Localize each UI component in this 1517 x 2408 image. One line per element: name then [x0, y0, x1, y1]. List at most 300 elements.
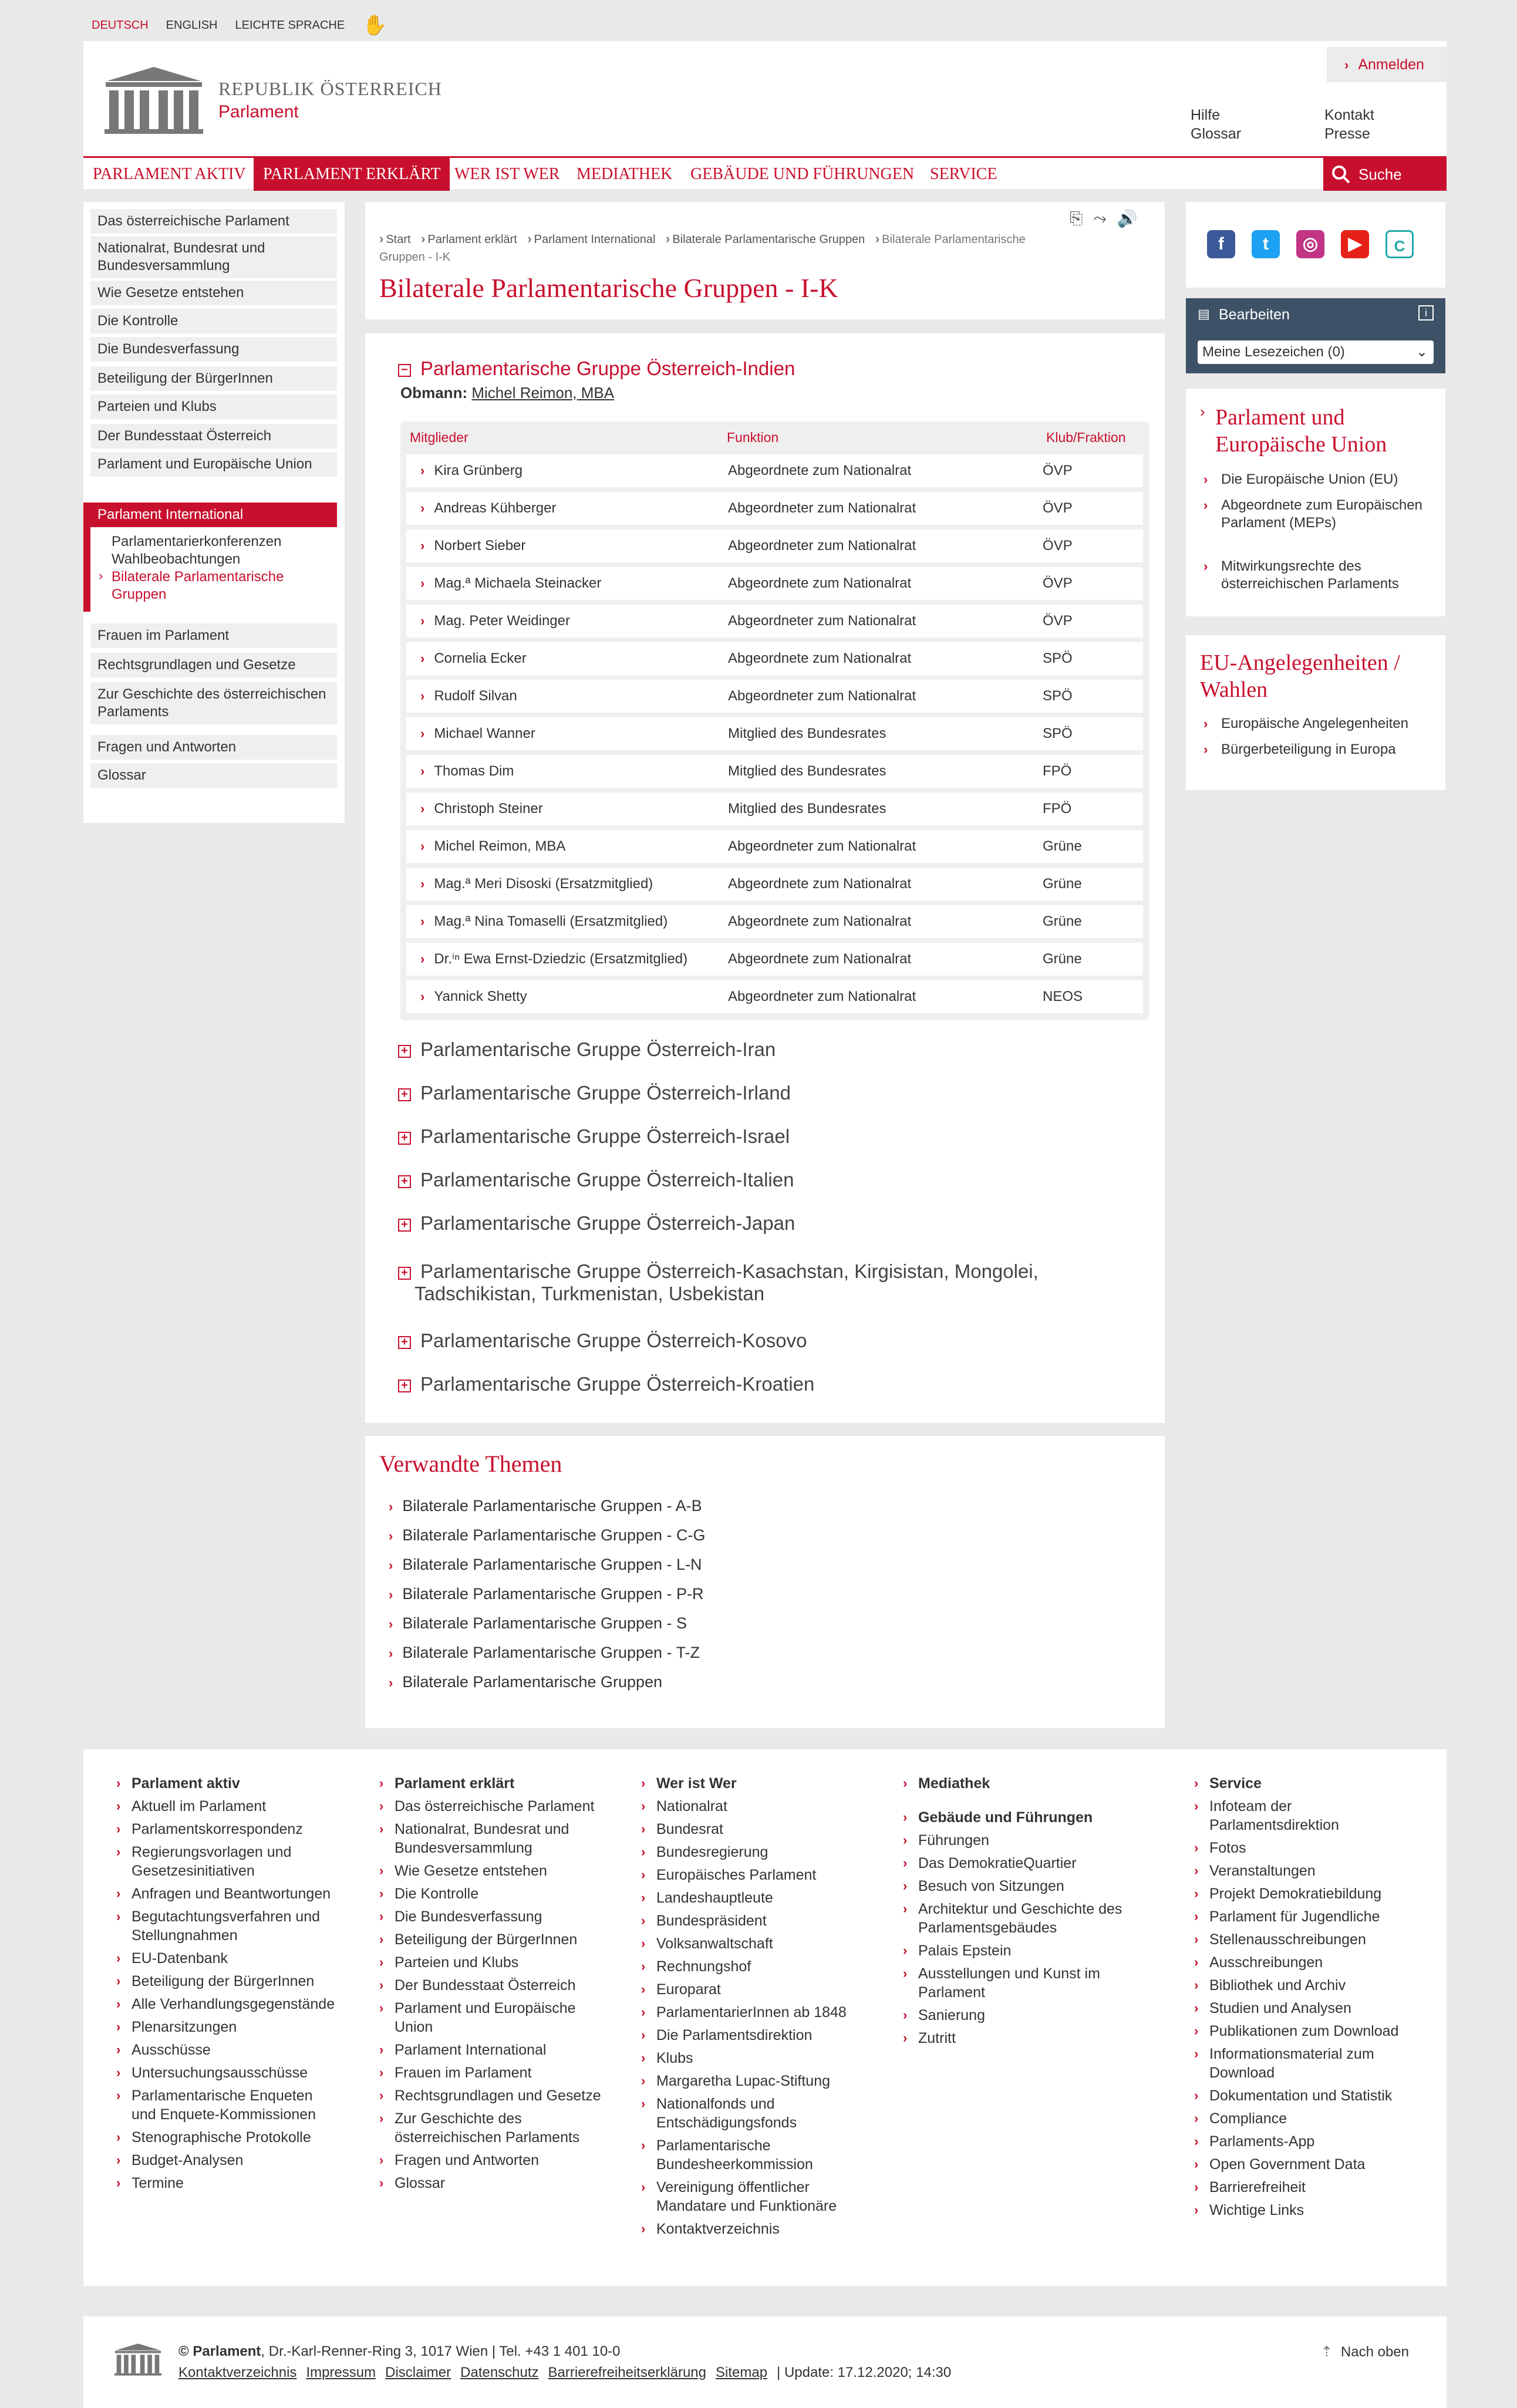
footer-link-label: Bundespräsident [656, 1913, 767, 1929]
member-function: Mitglied des Bundesrates [728, 801, 886, 817]
footer-link-label: Fragen und Antworten [395, 2152, 539, 2168]
obmann [400, 384, 614, 402]
members-table [400, 421, 1149, 1020]
footer-link[interactable] [641, 2003, 864, 2022]
expand-icon: + [398, 1175, 411, 1188]
footer-link-label: Ausschüsse [132, 2042, 211, 2058]
chevron-right-icon: › [116, 2042, 121, 2057]
expand-icon: + [398, 1336, 411, 1349]
chevron-right-icon: › [1194, 2023, 1199, 2038]
member-function: Abgeordneter zum Nationalrat [728, 688, 916, 704]
expand-icon: + [398, 1045, 411, 1058]
chevron-right-icon: › [1194, 1863, 1199, 1878]
chevron-right-icon: › [903, 1833, 908, 1847]
help-link[interactable]: Hilfe [1191, 107, 1221, 123]
member-link[interactable] [420, 605, 570, 638]
footer-link-label: Ausschreibungen [1209, 1954, 1323, 1971]
nav-parlament-erklaert[interactable]: PARLAMENT ERKLÄRT [254, 158, 450, 191]
footer-link[interactable] [1194, 1953, 1417, 1972]
chevron-right-icon: › [641, 1799, 646, 1813]
arrow-up-icon: ⇡ [1320, 2344, 1333, 2360]
footer-link-label: Bibliothek und Archiv [1209, 1977, 1346, 1994]
open-data-icon[interactable]: C [1385, 230, 1414, 258]
footer-link-label: Sanierung [918, 2007, 985, 2023]
member-club: NEOS [1043, 989, 1083, 1004]
table-row [406, 717, 1143, 750]
login-button[interactable]: › Anmelden [1327, 47, 1447, 82]
footer-link[interactable] [903, 2029, 1138, 2048]
footer-link[interactable] [379, 1953, 602, 1972]
table-row [406, 905, 1143, 938]
footer-link[interactable] [116, 2086, 339, 2124]
chevron-right-icon: › [903, 1943, 908, 1958]
eu-link[interactable]: › Die Europäische Union (EU) [1204, 471, 1398, 487]
chevron-right-icon: › [116, 1951, 121, 1965]
related-link-label: Bilaterale Parlamentarische Gruppen - C-G [402, 1526, 706, 1544]
member-link[interactable] [420, 567, 601, 600]
footer-link[interactable] [1194, 1907, 1417, 1926]
member-name: Mag.ª Nina Tomaselli (Ersatzmitglied) [434, 913, 668, 929]
related-link-label: Bilaterale Parlamentarische Gruppen - S [402, 1614, 687, 1632]
page-tools [1070, 209, 1138, 228]
chevron-right-icon: › [1194, 1776, 1199, 1790]
facebook-icon[interactable]: f [1207, 230, 1235, 258]
lang-english[interactable]: ENGLISH [166, 18, 218, 32]
footer-link[interactable] [1194, 2022, 1417, 2041]
footer-link-label: Glossar [395, 2175, 446, 2191]
group-title: Parlamentarische Gruppe Österreich-Italien [420, 1169, 794, 1190]
chevron-right-icon: › [116, 1844, 121, 1859]
related-link[interactable] [389, 1584, 704, 1605]
footer-link[interactable] [379, 1930, 602, 1949]
footer-heading[interactable] [641, 1774, 864, 1793]
footer-link[interactable] [1194, 1861, 1417, 1880]
footer-link[interactable] [641, 2178, 864, 2215]
footer-link[interactable] [641, 1797, 864, 1816]
chevron-right-icon: › [1194, 2001, 1199, 2015]
footer-link[interactable] [641, 2072, 864, 2090]
footer-link[interactable] [641, 1980, 864, 1999]
footer-link-label: Vereinigung öffentlicher Mandatare und Funktionäre [656, 2179, 837, 2214]
legal-link[interactable]: Datenschutz [460, 2365, 539, 2380]
press-link[interactable]: Presse [1324, 126, 1370, 142]
search-button[interactable] [1323, 158, 1447, 191]
member-link[interactable] [420, 905, 668, 938]
sidebar-item[interactable]: Die Kontrolle [90, 309, 337, 333]
footer-link[interactable] [641, 2220, 864, 2238]
lang-easy[interactable]: LEICHTE SPRACHE [235, 18, 345, 32]
footer-link[interactable] [641, 2095, 864, 2132]
member-club: Grüne [1043, 838, 1082, 854]
sidebar-item[interactable]: Die Bundesverfassung [90, 337, 337, 362]
footer-link-label: Parlament für Jugendliche [1209, 1908, 1380, 1925]
legal-link[interactable]: Impressum [306, 2365, 376, 2380]
parliament-logo[interactable] [101, 65, 442, 135]
eu-link[interactable]: › Mitwirkungsrechte des österreichischen Parlaments [1204, 558, 1399, 592]
accordion-group[interactable] [398, 1212, 795, 1235]
footer-link[interactable] [379, 2086, 602, 2105]
member-link[interactable] [420, 755, 514, 788]
sign-language-icon[interactable]: ✋ [362, 14, 387, 36]
member-name: Mag.ª Meri Disoski (Ersatzmitglied) [434, 876, 653, 892]
member-link[interactable] [420, 980, 527, 1013]
footer-link[interactable] [116, 2151, 339, 2170]
footer-link-label: Die Bundesverfassung [395, 1908, 542, 1925]
footer-link[interactable] [116, 2128, 339, 2147]
chevron-right-icon: › [903, 1776, 908, 1790]
sidebar-item[interactable]: Beteiligung der BürgerInnen [90, 366, 337, 391]
member-link[interactable] [420, 680, 517, 713]
sidebar-subitem[interactable]: Parlamentarierkonferenzen [112, 534, 282, 549]
chevron-right-icon: › [641, 1936, 646, 1951]
chevron-right-icon: › [641, 2050, 646, 2065]
footer-link-label: Rechtsgrundlagen und Gesetze [395, 2087, 601, 2104]
footer-column [379, 1774, 602, 2193]
member-name: Thomas Dim [434, 763, 514, 779]
footer-link[interactable] [379, 1861, 602, 1880]
breadcrumb-item[interactable]: Bilaterale Parlamentarische Gruppen [672, 233, 865, 246]
table-row [406, 792, 1143, 825]
footer-link-label: Parlamentarische Enqueten und Enquete-Kommissionen [132, 2087, 316, 2123]
related-link[interactable] [389, 1496, 702, 1517]
legal-link[interactable]: Disclaimer [385, 2365, 451, 2380]
footer-link-label: Budget-Analysen [132, 2152, 244, 2168]
member-link[interactable] [420, 492, 556, 525]
sidebar-item[interactable]: Parlament und Europäische Union [90, 452, 337, 477]
footer-link-label: Parlamentskorrespondenz [132, 1821, 303, 1837]
instagram-icon[interactable]: ◎ [1296, 230, 1324, 258]
footer-sitemap [83, 1749, 1447, 2286]
accordion-india[interactable] [398, 357, 795, 380]
footer-link-label: Barrierefreiheit [1209, 2179, 1306, 2195]
footer-link[interactable] [641, 2026, 864, 2045]
member-club: SPÖ [1043, 650, 1073, 666]
chevron-right-icon: › [641, 1822, 646, 1836]
chevron-right-icon: › [1194, 2203, 1199, 2217]
footer-link[interactable] [116, 1972, 339, 1991]
footer-link-label: Wichtige Links [1209, 2202, 1304, 2218]
member-club: ÖVP [1043, 575, 1073, 591]
sidebar-subitem-active[interactable]: Bilaterale Parlamentarische Gruppen [112, 569, 284, 602]
table-row [406, 605, 1143, 638]
back-to-top-label: Nach oben [1340, 2344, 1409, 2360]
member-club: FPÖ [1043, 801, 1072, 817]
bookmarks-select-value: Meine Lesezeichen (0) [1202, 344, 1345, 360]
chevron-right-icon: › [379, 1909, 384, 1924]
sidebar-item[interactable]: Nationalrat, Bundesrat und Bundesversammlung [90, 236, 337, 278]
related-link[interactable] [389, 1554, 702, 1576]
footer-link[interactable] [116, 1820, 339, 1839]
footer-link[interactable] [903, 2006, 1138, 2025]
related-link[interactable] [389, 1525, 706, 1546]
footer-link[interactable] [116, 2174, 339, 2193]
footer-link[interactable] [116, 1884, 339, 1903]
footer-link[interactable] [641, 1911, 864, 1930]
footer-link[interactable] [379, 1820, 602, 1857]
chevron-right-icon: › [420, 839, 425, 854]
footer-link[interactable] [379, 2174, 602, 2193]
member-link[interactable] [420, 530, 525, 562]
bookmarks-select[interactable] [1198, 340, 1434, 364]
accordion-group[interactable] [398, 1372, 814, 1396]
twitter-icon[interactable]: t [1252, 230, 1280, 258]
page-title: Bilaterale Parlamentarische Gruppen - I-K [379, 273, 838, 303]
chevron-right-icon: › [1194, 1955, 1199, 1969]
member-club: ÖVP [1043, 613, 1073, 629]
chevron-right-icon: › [1194, 1799, 1199, 1813]
member-link[interactable] [420, 830, 565, 863]
language-bar [92, 16, 387, 34]
footer-link-label: Zur Geschichte des österreichischen Parlaments [395, 2110, 580, 2146]
youtube-icon[interactable]: ▶ [1341, 230, 1369, 258]
related-link[interactable] [389, 1672, 662, 1693]
member-name: Christoph Steiner [434, 801, 543, 817]
member-function: Abgeordnete zum Nationalrat [728, 951, 912, 967]
brand-title: REPUBLIK ÖSTERREICH [218, 77, 442, 99]
footer-link-label: Regierungsvorlagen und Gesetzesinitiativen [132, 1844, 292, 1879]
footer-link[interactable] [1194, 1839, 1417, 1857]
info-icon[interactable]: i [1418, 305, 1434, 321]
group-title: Parlamentarische Gruppe Österreich-Iran [420, 1038, 776, 1060]
footer-heading[interactable] [379, 1774, 602, 1793]
share-icon[interactable]: ⤳ [1093, 209, 1107, 227]
footer-link[interactable] [116, 2018, 339, 2036]
social-links [1186, 202, 1445, 288]
obmann-label: Obmann: [400, 384, 468, 402]
footer-link-label: Klubs [656, 2050, 693, 2066]
eu-affairs-link-label: Bürgerbeteiligung in Europa [1221, 741, 1396, 757]
footer-link[interactable] [379, 1907, 602, 1926]
eu-link[interactable]: › Abgeordnete zum Europäischen Parlament (MEPs) [1204, 497, 1422, 531]
glossary-link[interactable]: Glossar [1191, 126, 1242, 142]
sidebar-item[interactable]: Fragen und Antworten [90, 735, 337, 760]
footer-link[interactable] [1194, 2132, 1417, 2151]
update-text: | Update: 17.12.2020; 14:30 [777, 2365, 952, 2380]
footer-link[interactable] [379, 1999, 602, 2036]
footer-link[interactable] [1194, 2155, 1417, 2174]
legal-link[interactable]: Kontaktverzeichnis [178, 2365, 297, 2380]
speaker-icon[interactable]: 🔊 [1117, 210, 1138, 228]
legal-link[interactable]: Barrierefreiheitserklärung [548, 2365, 706, 2380]
footer-link[interactable] [903, 1941, 1138, 1960]
table-row [406, 642, 1143, 675]
footer-link-label: Bundesregierung [656, 1844, 768, 1860]
accordion-group[interactable] [398, 1168, 794, 1192]
footer-link[interactable] [116, 1843, 339, 1880]
footer-link[interactable] [641, 2049, 864, 2068]
footer-link[interactable] [641, 1934, 864, 1953]
footer-link[interactable] [1194, 1999, 1417, 2018]
nav-service[interactable]: SERVICE [930, 165, 997, 183]
footer-link[interactable] [379, 1797, 602, 1816]
eu-affairs-link[interactable]: › Europäische Angelegenheiten [1204, 716, 1408, 731]
footer-link-label: Beteiligung der BürgerInnen [132, 1973, 315, 1989]
chevron-right-icon: › [116, 2065, 121, 2080]
footer-link[interactable] [903, 1877, 1138, 1896]
footer-link[interactable] [1194, 1930, 1417, 1949]
sidebar-item-parlament-international[interactable]: Parlament International [83, 502, 337, 527]
nav-mediathek[interactable]: MEDIATHEK [577, 165, 673, 183]
chevron-right-icon: › [420, 914, 425, 929]
footer-link-label: Architektur und Geschichte des Parlamentsgebäudes [918, 1901, 1122, 1936]
footer-link-label: Dokumentation und Statistik [1209, 2087, 1393, 2104]
accordion-group-continued[interactable]: Tadschikistan, Turkmenistan, Usbekistan [414, 1283, 765, 1304]
member-function: Abgeordneter zum Nationalrat [728, 500, 916, 516]
footer-link[interactable] [116, 1995, 339, 2014]
edit-title: Bearbeiten [1219, 306, 1290, 323]
chevron-right-icon: › [116, 1886, 121, 1901]
sidebar-item[interactable]: Frauen im Parlament [90, 623, 337, 648]
member-name: Yannick Shetty [434, 989, 527, 1004]
member-club: Grüne [1043, 951, 1082, 967]
breadcrumb-item[interactable]: Start [386, 233, 411, 246]
footer-link[interactable] [1194, 2178, 1417, 2197]
group-title: Parlamentarische Gruppe Österreich-Israel [420, 1125, 790, 1147]
accordion-group[interactable] [398, 1260, 1039, 1283]
member-link[interactable] [420, 792, 543, 825]
footer-link[interactable] [641, 1820, 864, 1839]
member-function: Abgeordneter zum Nationalrat [728, 613, 916, 629]
lang-deutsch[interactable]: DEUTSCH [92, 18, 149, 32]
member-link[interactable] [420, 868, 653, 901]
sidebar-item[interactable]: Der Bundesstaat Österreich [90, 424, 337, 448]
footer-link[interactable] [116, 1907, 339, 1945]
related-link[interactable] [389, 1643, 700, 1664]
footer-link[interactable] [116, 1949, 339, 1968]
sidebar [83, 202, 345, 823]
bookmark-icon[interactable]: ⎘ [1070, 209, 1083, 227]
member-link[interactable] [420, 642, 527, 675]
footer-link[interactable] [1194, 1976, 1417, 1995]
contact-link[interactable]: Kontakt [1324, 107, 1374, 123]
chevron-right-icon: › [116, 1974, 121, 1988]
footer-link[interactable] [903, 1900, 1138, 1937]
related-topics [365, 1436, 1165, 1728]
member-club: ÖVP [1043, 463, 1073, 478]
col-club: Klub/Fraktion [1046, 430, 1126, 445]
related-link[interactable] [389, 1613, 687, 1634]
footer-link-label: Frauen im Parlament [395, 2065, 532, 2081]
footer-link-label: Nationalrat, Bundesrat und Bundesversammlung [395, 1821, 569, 1856]
footer-link[interactable] [116, 2041, 339, 2059]
footer-link[interactable] [1194, 1797, 1417, 1834]
footer-heading[interactable] [903, 1774, 1138, 1793]
chevron-right-icon: › [116, 1822, 121, 1836]
nav-gebaeude[interactable]: GEBÄUDE UND FÜHRUNGEN [690, 165, 915, 183]
eu-affairs-link[interactable]: › Bürgerbeteiligung in Europa [1204, 741, 1396, 757]
member-function: Mitglied des Bundesrates [728, 763, 886, 779]
footer-link-label: Open Government Data [1209, 2156, 1366, 2173]
footer-link[interactable] [641, 1843, 864, 1861]
footer-link[interactable] [903, 1854, 1138, 1873]
footer-address [178, 2343, 621, 2360]
footer-link[interactable] [116, 1797, 339, 1816]
breadcrumb-item[interactable]: Parlament International [534, 233, 656, 246]
chevron-right-icon: › [379, 1822, 384, 1836]
sidebar-subitem[interactable]: Wahlbeobachtungen [112, 551, 241, 567]
footer-link[interactable] [1194, 1884, 1417, 1903]
expand-icon: + [398, 1219, 411, 1232]
footer-link[interactable] [641, 2136, 864, 2174]
accordion-group[interactable] [398, 1329, 807, 1353]
footer-link[interactable] [379, 1976, 602, 1995]
chevron-right-icon: › [116, 2088, 121, 2103]
breadcrumb-item[interactable]: Parlament erklärt [427, 233, 517, 246]
footer-link-label: Parlament International [395, 2042, 547, 2058]
member-function: Mitglied des Bundesrates [728, 726, 886, 741]
footer-link[interactable] [116, 2063, 339, 2082]
related-title: Verwandte Themen [379, 1451, 562, 1477]
table-header [400, 421, 1149, 448]
footer-link[interactable] [1194, 2201, 1417, 2220]
footer-heading[interactable] [116, 1774, 339, 1793]
footer-link[interactable] [903, 1964, 1138, 2002]
chevron-right-icon: › [379, 1776, 384, 1790]
footer-link[interactable] [641, 1888, 864, 1907]
nav-parlament-aktiv[interactable]: PARLAMENT AKTIV [93, 165, 246, 183]
footer-link-label: Anfragen und Beantwortungen [132, 1886, 331, 1902]
member-link[interactable] [420, 717, 535, 750]
related-link-label: Bilaterale Parlamentarische Gruppen - T-Z [402, 1644, 700, 1661]
member-name: Michael Wanner [434, 726, 535, 741]
member-name: Dr.ⁱⁿ Ewa Ernst-Dziedzic (Ersatzmitglied) [434, 951, 688, 967]
footer-heading[interactable] [1194, 1774, 1417, 1793]
footer-link[interactable] [379, 2109, 602, 2147]
obmann-link[interactable]: Michel Reimon, MBA [471, 384, 615, 402]
sidebar-item[interactable]: Parteien und Klubs [90, 394, 337, 419]
footer-link[interactable] [903, 1831, 1138, 1850]
footer-heading[interactable] [903, 1808, 1138, 1827]
footer-link-label: Parlaments-App [1209, 2133, 1315, 2150]
footer-link[interactable] [379, 2063, 602, 2082]
legal-link[interactable]: Sitemap [716, 2365, 768, 2380]
sidebar-item[interactable]: Zur Geschichte des österreichischen Parlaments [90, 682, 337, 724]
member-club: SPÖ [1043, 688, 1073, 704]
footer-link-label: Studien und Analysen [1209, 2000, 1351, 2016]
footer-link[interactable] [379, 1884, 602, 1903]
chevron-right-icon: › [420, 463, 425, 478]
footer-link[interactable] [379, 2151, 602, 2170]
chevron-right-icon: › [641, 2005, 646, 2019]
footer-link[interactable] [1194, 2086, 1417, 2105]
accordion-group[interactable] [398, 1081, 791, 1105]
footer-link-label: Alle Verhandlungsgegenstände [132, 1996, 335, 2012]
footer-link-label: Projekt Demokratiebildung [1209, 1886, 1382, 1902]
chevron-right-icon: › [641, 2073, 646, 2088]
member-link[interactable] [420, 454, 522, 487]
footer-link[interactable] [1194, 2045, 1417, 2082]
sidebar-item[interactable]: Wie Gesetze entstehen [90, 281, 337, 305]
sidebar-item[interactable]: Rechtsgrundlagen und Gesetze [90, 653, 337, 677]
chevron-down-icon: ⌄ [1415, 344, 1428, 360]
footer-link[interactable] [641, 1866, 864, 1884]
sidebar-item[interactable]: Glossar [90, 763, 337, 788]
member-link[interactable] [420, 943, 687, 976]
back-to-top-button[interactable] [1321, 2343, 1409, 2360]
chevron-right-icon: › [903, 1856, 908, 1870]
accordion-group[interactable] [398, 1038, 776, 1061]
table-row [406, 530, 1143, 562]
chevron-right-icon: › [389, 1529, 393, 1543]
eu-panel-title: Parlament und Europäische Union [1215, 405, 1387, 457]
nav-wer-ist-wer[interactable]: WER IST WER [454, 165, 560, 183]
chevron-right-icon: › [1194, 1886, 1199, 1901]
footer-link[interactable] [641, 1957, 864, 1976]
footer-link[interactable] [379, 2041, 602, 2059]
sidebar-item[interactable]: Das österreichische Parlament [90, 209, 337, 234]
accordion-group[interactable] [398, 1125, 790, 1148]
footer-link[interactable] [1194, 2109, 1417, 2128]
